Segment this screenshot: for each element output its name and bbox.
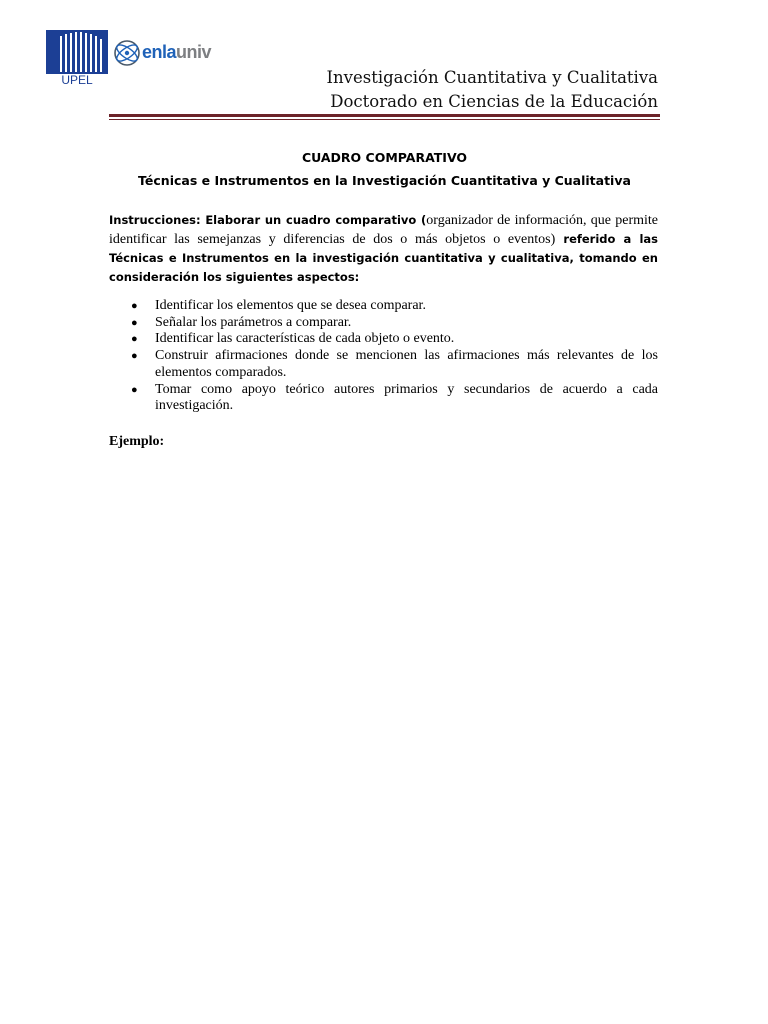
globe-icon — [112, 38, 142, 68]
list-item — [109, 298, 658, 315]
instructions-paragraph — [109, 211, 658, 287]
bullet-icon: ● — [131, 300, 138, 312]
header-title-line1: Investigación Cuantitativa y Cualitativa — [326, 68, 658, 87]
aspects-list — [109, 298, 658, 415]
list-item-text: Señalar los parámetros a comparar. — [155, 314, 352, 330]
header-divider-thick — [109, 114, 660, 117]
example-label: Ejemplo: — [109, 434, 165, 449]
list-item-text: Identificar los elementos que se desea comparar. — [155, 298, 426, 313]
enlauniv-logo-part2: univ — [176, 42, 212, 62]
enlauniv-logo — [112, 38, 222, 70]
instructions-tail: referido a las Técnicas e Instrumentos en la investigación cuantitativa y cualitativa, tomando en consideración los siguientes aspectos: — [109, 232, 658, 284]
list-item-text: Identificar las características de cada objeto o evento. — [155, 331, 455, 347]
enlauniv-logo-part1: enla — [142, 42, 177, 62]
list-item — [109, 348, 658, 381]
header-divider-thin — [109, 119, 660, 120]
list-item — [109, 315, 658, 332]
document-subtitle: Técnicas e Instrumentos en la Investigación Cuantitativa y Cualitativa — [138, 173, 631, 188]
instructions-lead: Instrucciones: Elaborar un cuadro comparativo ( — [109, 213, 427, 227]
instructions-middle: organizador de información, que permite identificar las semejanzas y diferencias de dos o más objetos o eventos) — [109, 213, 658, 247]
header-title-line2: Doctorado en Ciencias de la Educación — [330, 92, 658, 111]
list-item — [109, 331, 658, 348]
upel-logo — [46, 30, 108, 86]
upel-stripes-emblem — [46, 30, 108, 74]
bullet-icon: ● — [131, 383, 138, 396]
list-item-text: Construir afirmaciones donde se mencionen las afirmaciones más relevantes de los elementos comparados. — [155, 348, 658, 380]
header-title — [327, 66, 658, 114]
document-title: CUADRO COMPARATIVO — [301, 150, 468, 165]
upel-logo-text: UPEL — [61, 73, 93, 87]
list-item — [109, 382, 658, 415]
bullet-icon: ● — [131, 333, 138, 346]
enlauniv-logo-text — [142, 41, 211, 63]
list-item-text: Tomar como apoyo teórico autores primarios y secundarios de acuerdo a cada investigación. — [155, 381, 658, 414]
bullet-icon: ● — [131, 316, 138, 329]
bullet-icon: ● — [131, 350, 138, 363]
